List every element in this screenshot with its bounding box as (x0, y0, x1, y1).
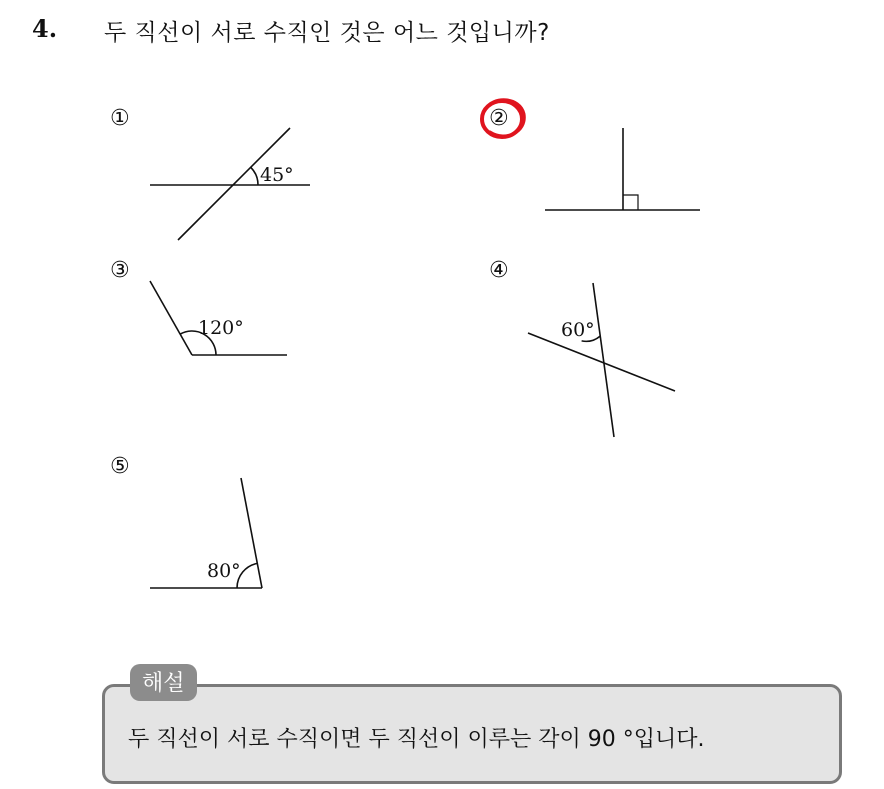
figure-4-angle-label: 60° (561, 319, 595, 341)
figure-5 (150, 478, 262, 588)
choice-1-label[interactable]: ① (110, 106, 130, 131)
figure-5-angle-label: 80° (207, 560, 241, 582)
question-text: 두 직선이 서로 수직인 것은 어느 것입니까? (104, 20, 550, 46)
explanation-text: 두 직선이 서로 수직이면 두 직선이 이루는 각이 90 °입니다. (128, 727, 705, 752)
choice-5-label[interactable]: ⑤ (110, 454, 130, 479)
figure-2 (545, 128, 700, 210)
figure-1-angle-label: 45° (260, 164, 294, 186)
choice-4-label[interactable]: ④ (489, 258, 509, 283)
answer-mark-circle (482, 100, 524, 137)
figure-3-slanted-line (150, 281, 192, 355)
figure-3-angle-label: 120° (198, 317, 244, 339)
figure-1-angle-arc (251, 167, 258, 185)
explanation-tag: 해설 (130, 664, 197, 701)
figure-2-right-angle-symbol (623, 195, 638, 210)
question-number: 4. (32, 14, 58, 43)
figure-4 (528, 283, 675, 437)
choice-2-label[interactable]: ② (489, 106, 509, 131)
choice-3-label[interactable]: ③ (110, 258, 130, 283)
